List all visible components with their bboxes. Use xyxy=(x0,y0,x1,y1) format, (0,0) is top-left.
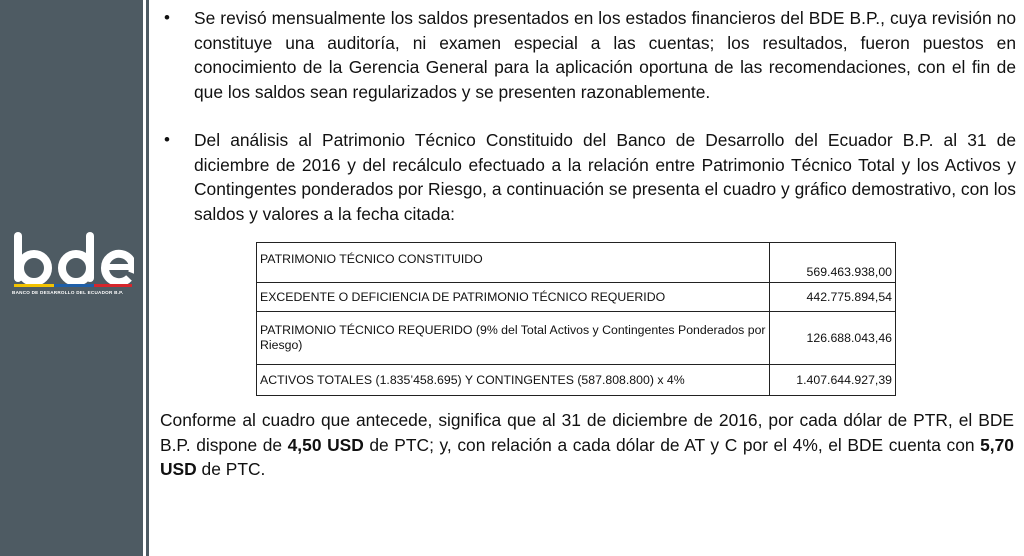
sidebar-divider xyxy=(146,0,149,556)
table-cell-value: 442.775.894,54 xyxy=(770,283,896,312)
table-cell-value: 126.688.043,46 xyxy=(770,312,896,365)
bullet-item xyxy=(160,128,1016,226)
table-row xyxy=(257,243,896,283)
bullet-icon: • xyxy=(164,8,170,27)
conclusion-text: de PTC; y, con relación a cada dólar de AT y C por el 4%, el BDE cuenta con xyxy=(363,434,981,455)
table-cell-label: PATRIMONIO TÉCNICO CONSTITUIDO xyxy=(257,243,770,283)
table-cell-label: ACTIVOS TOTALES (1.835’458.695) Y CONTINGENTES (587.808.800) x 4% xyxy=(257,365,770,396)
table-cell-label: EXCEDENTE O DEFICIENCIA DE PATRIMONIO TÉCNICO REQUERIDO xyxy=(257,283,770,312)
bullet-icon: • xyxy=(164,130,170,149)
bullet-item xyxy=(160,6,1016,104)
patrimonio-table xyxy=(256,242,896,396)
bde-logo-icon xyxy=(12,230,134,288)
table-row xyxy=(257,312,896,365)
conclusion-ptr-ratio: 4,50 USD xyxy=(287,434,364,455)
bullet-text: Del análisis al Patrimonio Técnico Constituido del Banco de Desarrollo del Ecuador B.P. al 31 de diciembre de 2016 y del recálculo efectuado a la relación entre Patrimonio Técnico Total y los Activos y Contingentes ponderados por Riesgo, a continuación se presenta el cuadro y gráfico demostrativo, con los saldos y valores a la fecha citada: xyxy=(194,130,1016,224)
logo-caption: BANCO DE DESARROLLO DEL ECUADOR B.P. xyxy=(12,290,124,295)
sidebar-panel xyxy=(0,0,143,556)
table-cell-label: PATRIMONIO TÉCNICO REQUERIDO (9% del Total Activos y Contingentes Ponderados por Riesgo) xyxy=(257,312,770,365)
table-cell-value: 569.463.938,00 xyxy=(770,243,896,283)
table-cell-value: 1.407.644.927,39 xyxy=(770,365,896,396)
table-row xyxy=(257,365,896,396)
conclusion-atc-ratio: 5,70 USD xyxy=(160,434,1014,479)
bde-logo xyxy=(12,230,134,295)
table-row xyxy=(257,283,896,312)
conclusion-paragraph xyxy=(160,408,1014,482)
main-content xyxy=(160,0,1016,226)
conclusion-text: Conforme al cuadro que antecede, significa que al 31 de diciembre de 2016, por cada dólar de PTR, el BDE B.P. dispone de xyxy=(160,410,1014,455)
conclusion-text: de PTC. xyxy=(196,459,266,479)
bullet-text: Se revisó mensualmente los saldos presentados en los estados financieros del BDE B.P., cuya revisión no constituye una auditoría, ni examen especial a las cuentas; los resultados, fueron puestos en conocimiento de la Gerencia General para la aplicación oportuna de las recomendaciones, con el fin de que los saldos sean regularizados y se presenten razonablemente. xyxy=(194,8,1016,102)
